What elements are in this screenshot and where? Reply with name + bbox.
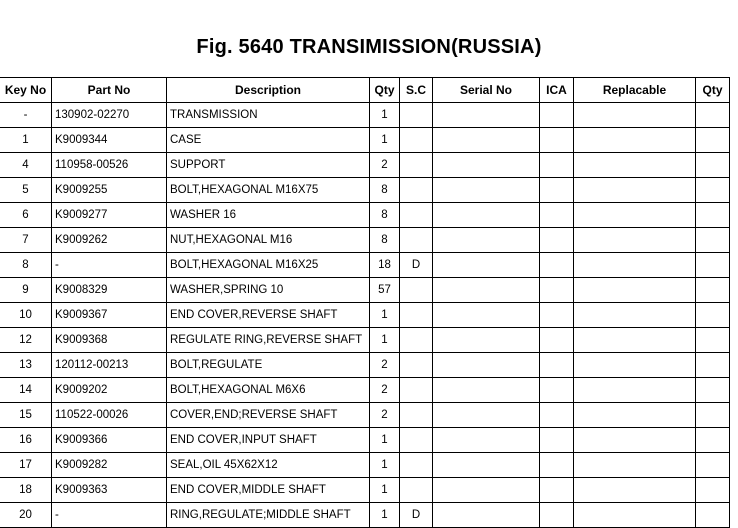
sc-cell (400, 303, 433, 328)
part-no-cell: - (52, 253, 167, 278)
table-row (0, 328, 730, 353)
description-cell: SUPPORT (167, 153, 370, 178)
table-row (0, 153, 730, 178)
replacable-cell (574, 303, 696, 328)
key-no-cell: 9 (0, 278, 52, 303)
qty-2-cell (696, 353, 730, 378)
serial-no-cell (433, 228, 540, 253)
part-no-cell: K9009255 (52, 178, 167, 203)
table-row (0, 253, 730, 278)
qty-2-cell (696, 128, 730, 153)
part-no-cell: 110958-00526 (52, 153, 167, 178)
ica-cell (540, 353, 574, 378)
serial-no-cell (433, 478, 540, 503)
description-cell: TRANSMISSION (167, 103, 370, 128)
description-cell: RING,REGULATE;MIDDLE SHAFT (167, 503, 370, 528)
replacable-cell (574, 353, 696, 378)
table-row (0, 303, 730, 328)
sc-cell (400, 353, 433, 378)
ica-cell (540, 378, 574, 403)
description-cell: WASHER,SPRING 10 (167, 278, 370, 303)
table-body (0, 103, 730, 528)
qty-2-cell (696, 478, 730, 503)
qty-2-cell (696, 303, 730, 328)
qty-cell: 1 (370, 428, 400, 453)
key-no-cell: 14 (0, 378, 52, 403)
description-cell: WASHER 16 (167, 203, 370, 228)
ica-cell (540, 253, 574, 278)
column-header-part-no: Part No (52, 78, 167, 103)
part-no-cell: K9009367 (52, 303, 167, 328)
replacable-cell (574, 128, 696, 153)
key-no-cell: 13 (0, 353, 52, 378)
key-no-cell: 18 (0, 478, 52, 503)
column-header-sc: S.C (400, 78, 433, 103)
replacable-cell (574, 478, 696, 503)
table-row (0, 478, 730, 503)
key-no-cell: 6 (0, 203, 52, 228)
qty-2-cell (696, 378, 730, 403)
serial-no-cell (433, 353, 540, 378)
key-no-cell: 20 (0, 503, 52, 528)
serial-no-cell (433, 278, 540, 303)
description-cell: BOLT,HEXAGONAL M16X25 (167, 253, 370, 278)
description-cell: END COVER,REVERSE SHAFT (167, 303, 370, 328)
replacable-cell (574, 403, 696, 428)
sc-cell: D (400, 253, 433, 278)
part-no-cell: K9009262 (52, 228, 167, 253)
serial-no-cell (433, 128, 540, 153)
key-no-cell: 10 (0, 303, 52, 328)
replacable-cell (574, 203, 696, 228)
key-no-cell: 17 (0, 453, 52, 478)
qty-2-cell (696, 153, 730, 178)
column-header-qty-2: Qty (696, 78, 730, 103)
sc-cell (400, 453, 433, 478)
part-no-cell: K9009368 (52, 328, 167, 353)
ica-cell (540, 153, 574, 178)
qty-cell: 8 (370, 228, 400, 253)
ica-cell (540, 478, 574, 503)
table-row (0, 453, 730, 478)
qty-cell: 1 (370, 453, 400, 478)
qty-2-cell (696, 253, 730, 278)
replacable-cell (574, 453, 696, 478)
qty-2-cell (696, 403, 730, 428)
table-row (0, 278, 730, 303)
key-no-cell: 12 (0, 328, 52, 353)
ica-cell (540, 278, 574, 303)
sc-cell (400, 428, 433, 453)
qty-cell: 18 (370, 253, 400, 278)
key-no-cell: 15 (0, 403, 52, 428)
part-no-cell: K9008329 (52, 278, 167, 303)
sc-cell (400, 178, 433, 203)
serial-no-cell (433, 403, 540, 428)
column-header-serial-no: Serial No (433, 78, 540, 103)
sc-cell (400, 103, 433, 128)
key-no-cell: 8 (0, 253, 52, 278)
qty-2-cell (696, 428, 730, 453)
table-row (0, 403, 730, 428)
qty-2-cell (696, 328, 730, 353)
sc-cell (400, 228, 433, 253)
ica-cell (540, 303, 574, 328)
part-no-cell: 130902-02270 (52, 103, 167, 128)
replacable-cell (574, 428, 696, 453)
serial-no-cell (433, 303, 540, 328)
qty-cell: 2 (370, 153, 400, 178)
sc-cell (400, 203, 433, 228)
description-cell: BOLT,HEXAGONAL M16X75 (167, 178, 370, 203)
description-cell: BOLT,REGULATE (167, 353, 370, 378)
key-no-cell: 7 (0, 228, 52, 253)
qty-cell: 1 (370, 503, 400, 528)
serial-no-cell (433, 203, 540, 228)
serial-no-cell (433, 453, 540, 478)
table-row (0, 228, 730, 253)
column-header-replacable: Replacable (574, 78, 696, 103)
column-header-ica: ICA (540, 78, 574, 103)
part-no-cell: 110522-00026 (52, 403, 167, 428)
serial-no-cell (433, 378, 540, 403)
sc-cell (400, 153, 433, 178)
qty-cell: 2 (370, 353, 400, 378)
column-header-qty: Qty (370, 78, 400, 103)
replacable-cell (574, 153, 696, 178)
ica-cell (540, 103, 574, 128)
qty-cell: 1 (370, 303, 400, 328)
sc-cell (400, 328, 433, 353)
sc-cell (400, 378, 433, 403)
description-cell: END COVER,MIDDLE SHAFT (167, 478, 370, 503)
qty-2-cell (696, 503, 730, 528)
description-cell: REGULATE RING,REVERSE SHAFT (167, 328, 370, 353)
ica-cell (540, 453, 574, 478)
replacable-cell (574, 178, 696, 203)
part-no-cell: K9009366 (52, 428, 167, 453)
ica-cell (540, 178, 574, 203)
description-cell: CASE (167, 128, 370, 153)
serial-no-cell (433, 253, 540, 278)
sc-cell (400, 278, 433, 303)
description-cell: BOLT,HEXAGONAL M6X6 (167, 378, 370, 403)
serial-no-cell (433, 103, 540, 128)
qty-cell: 1 (370, 103, 400, 128)
qty-2-cell (696, 453, 730, 478)
key-no-cell: 1 (0, 128, 52, 153)
table-row (0, 378, 730, 403)
column-header-key-no: Key No (0, 78, 52, 103)
sc-cell (400, 478, 433, 503)
qty-cell: 57 (370, 278, 400, 303)
ica-cell (540, 128, 574, 153)
key-no-cell: - (0, 103, 52, 128)
part-no-cell: 120112-00213 (52, 353, 167, 378)
parts-table (0, 77, 730, 528)
qty-cell: 1 (370, 328, 400, 353)
table-row (0, 178, 730, 203)
qty-cell: 2 (370, 378, 400, 403)
table-row (0, 503, 730, 528)
qty-cell: 1 (370, 128, 400, 153)
part-no-cell: - (52, 503, 167, 528)
table-row (0, 203, 730, 228)
sc-cell (400, 403, 433, 428)
part-no-cell: K9009202 (52, 378, 167, 403)
description-cell: COVER,END;REVERSE SHAFT (167, 403, 370, 428)
qty-2-cell (696, 103, 730, 128)
key-no-cell: 16 (0, 428, 52, 453)
ica-cell (540, 203, 574, 228)
ica-cell (540, 503, 574, 528)
description-cell: END COVER,INPUT SHAFT (167, 428, 370, 453)
table-row (0, 353, 730, 378)
qty-2-cell (696, 228, 730, 253)
qty-2-cell (696, 178, 730, 203)
part-no-cell: K9009363 (52, 478, 167, 503)
qty-2-cell (696, 203, 730, 228)
ica-cell (540, 428, 574, 453)
serial-no-cell (433, 503, 540, 528)
ica-cell (540, 403, 574, 428)
serial-no-cell (433, 428, 540, 453)
serial-no-cell (433, 178, 540, 203)
table-header-row (0, 78, 730, 103)
column-header-description: Description (167, 78, 370, 103)
ica-cell (540, 328, 574, 353)
replacable-cell (574, 228, 696, 253)
table-row (0, 103, 730, 128)
key-no-cell: 4 (0, 153, 52, 178)
ica-cell (540, 228, 574, 253)
replacable-cell (574, 278, 696, 303)
replacable-cell (574, 328, 696, 353)
sc-cell (400, 128, 433, 153)
part-no-cell: K9009277 (52, 203, 167, 228)
qty-cell: 8 (370, 178, 400, 203)
replacable-cell (574, 103, 696, 128)
table-row (0, 128, 730, 153)
page-title: Fig. 5640 TRANSIMISSION(RUSSIA) (196, 36, 542, 58)
part-no-cell: K9009282 (52, 453, 167, 478)
description-cell: NUT,HEXAGONAL M16 (167, 228, 370, 253)
table-row (0, 428, 730, 453)
qty-cell: 8 (370, 203, 400, 228)
replacable-cell (574, 503, 696, 528)
replacable-cell (574, 253, 696, 278)
sc-cell: D (400, 503, 433, 528)
serial-no-cell (433, 328, 540, 353)
serial-no-cell (433, 153, 540, 178)
qty-2-cell (696, 278, 730, 303)
key-no-cell: 5 (0, 178, 52, 203)
qty-cell: 2 (370, 403, 400, 428)
qty-cell: 1 (370, 478, 400, 503)
description-cell: SEAL,OIL 45X62X12 (167, 453, 370, 478)
replacable-cell (574, 378, 696, 403)
part-no-cell: K9009344 (52, 128, 167, 153)
